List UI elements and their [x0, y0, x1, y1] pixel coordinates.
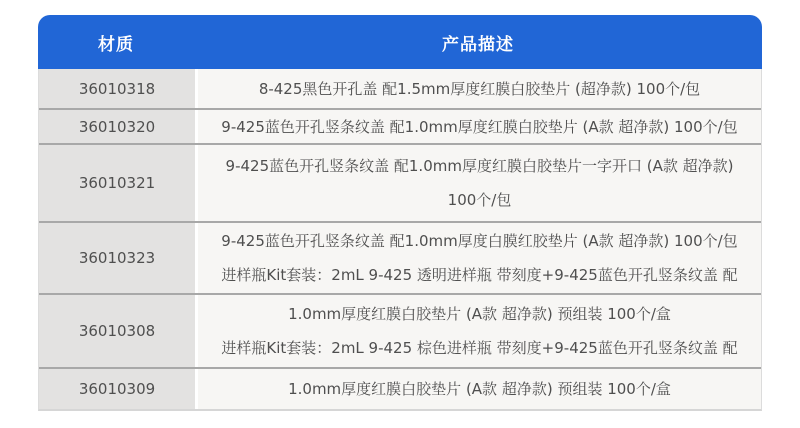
- table-row: [39, 367, 761, 409]
- description-line: 8-425黑色开孔盖 配1.5mm厚度红膜白胶垫片 (超净款) 100个/包: [258, 79, 701, 98]
- product-description-cell: [198, 69, 761, 108]
- table-body: [38, 69, 762, 411]
- description-line: 9-425蓝色开孔竖条纹盖 配1.0mm厚度白膜红胶垫片 (A款 超净款) 100个/包: [221, 232, 738, 250]
- material-code: 36010308: [39, 295, 195, 367]
- table-row: [39, 293, 761, 367]
- description-line: 9-425蓝色开孔竖条纹盖 配1.0mm厚度红膜白胶垫片 (A款 超净款) 100个/包: [221, 117, 738, 136]
- material-code: 36010309: [39, 369, 195, 409]
- description-line: 进样瓶Kit套装：2mL 9-425 透明进样瓶 带刻度+9-425蓝色开孔竖条纹盖 配: [221, 266, 738, 284]
- product-description-cell: [198, 223, 761, 293]
- product-spec-table: [38, 15, 762, 411]
- column-header-description: 产品描述: [442, 34, 514, 55]
- product-description-cell: [198, 110, 761, 143]
- description-line: 1.0mm厚度红膜白胶垫片 (A款 超净款) 预组装 100个/盒: [288, 305, 671, 323]
- table-row: [39, 108, 761, 143]
- table-row: [39, 69, 761, 108]
- table-row: [39, 221, 761, 293]
- table-row: [39, 143, 761, 221]
- description-line: 进样瓶Kit套装：2mL 9-425 棕色进样瓶 带刻度+9-425蓝色开孔竖条纹盖 配: [221, 339, 738, 357]
- product-description-cell: [198, 145, 761, 221]
- description-line: 100个/包: [447, 191, 512, 209]
- material-code: 36010321: [39, 145, 195, 221]
- description-line: 1.0mm厚度红膜白胶垫片 (A款 超净款) 预组装 100个/盒: [288, 380, 671, 398]
- material-code: 36010320: [39, 110, 195, 143]
- material-code: 36010323: [39, 223, 195, 293]
- product-description-cell: [198, 295, 761, 367]
- table-header-row: [38, 15, 762, 69]
- product-description-cell: [198, 369, 761, 409]
- description-line: 9-425蓝色开孔竖条纹盖 配1.0mm厚度红膜白胶垫片一字开口 (A款 超净款): [225, 157, 734, 175]
- column-header-material: 材质: [98, 34, 134, 55]
- material-code: 36010318: [39, 69, 195, 108]
